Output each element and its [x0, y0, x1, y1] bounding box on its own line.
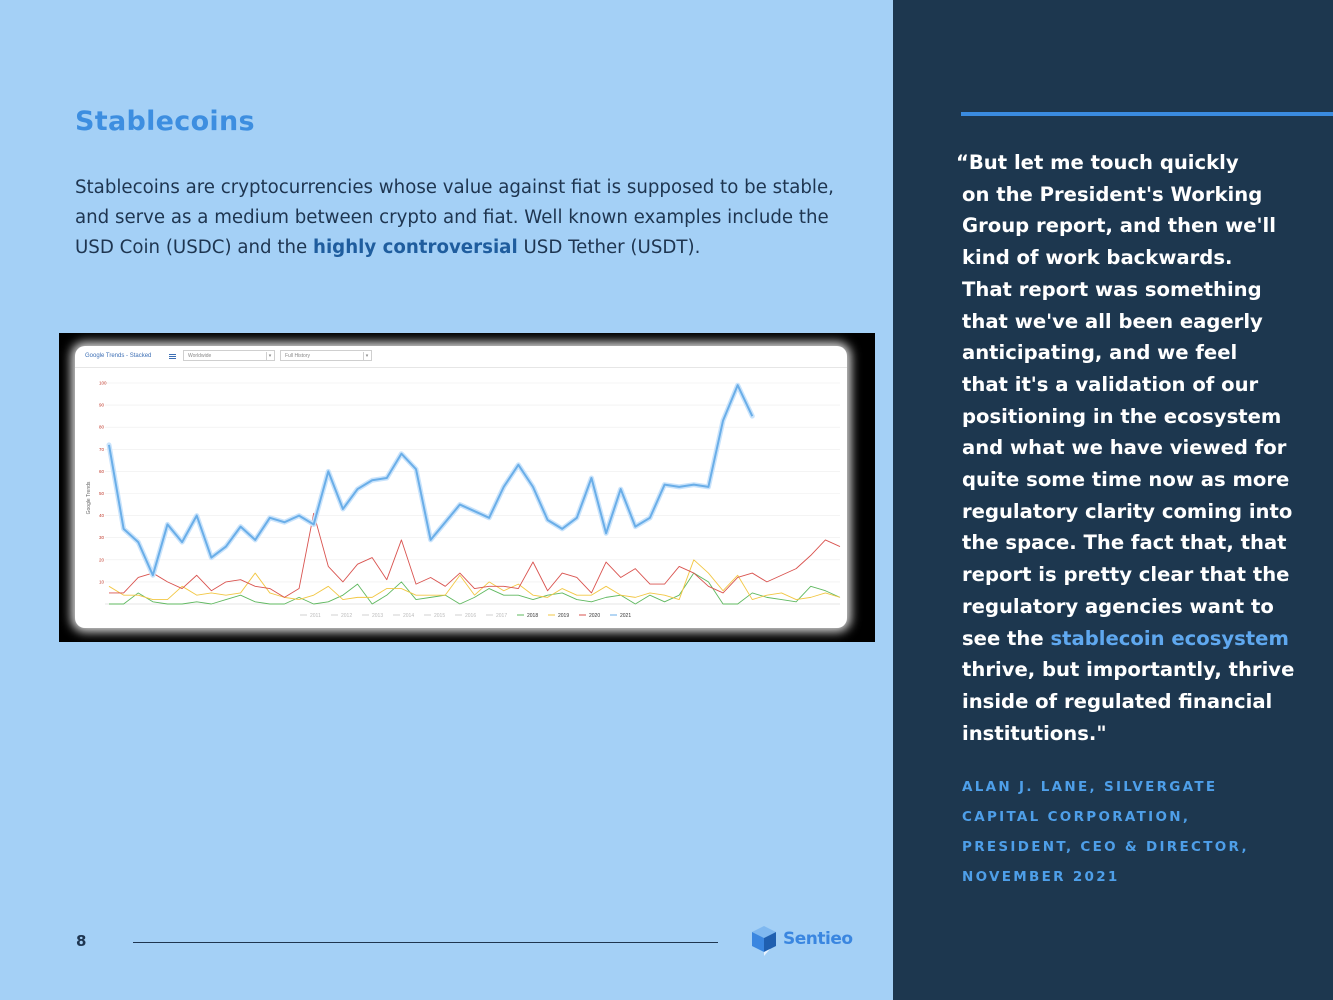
- quote-line: “But let me touch quickly: [956, 151, 1239, 174]
- quote-block: [956, 147, 1295, 749]
- legend-label-2011: 2011: [310, 613, 321, 619]
- quote-line: on the President's Working: [962, 182, 1263, 206]
- chart-card-title: Google Trends - Stacked: [85, 353, 152, 359]
- y-tick-label: 40: [99, 513, 105, 519]
- trends-line-chart: [75, 346, 847, 628]
- attribution-line: PRESIDENT, CEO & DIRECTOR,: [962, 839, 1249, 855]
- intro-text-1: Stablecoins are cryptocurrencies whose value against fiat is supposed to be stable, and serve as a medium between crypto and fiat. Well known examples include the USD Coin (USDC) and the: [75, 177, 834, 258]
- chevron-down-icon: ▾: [266, 352, 273, 360]
- page-number: 8: [76, 932, 87, 950]
- sentieo-logo: [750, 924, 860, 958]
- quote-line: that it's a validation of our: [962, 372, 1259, 396]
- y-tick-label: 60: [99, 468, 105, 474]
- chevron-down-icon: ▾: [363, 352, 370, 360]
- y-tick-label: 80: [99, 424, 105, 430]
- quote-line: kind of work backwards.: [962, 246, 1233, 270]
- series-line-2021-glow: [109, 385, 752, 575]
- quote-line: inside of regulated financial: [962, 689, 1273, 713]
- quote-line: regulatory agencies want to: [962, 594, 1274, 618]
- logo-text: Sentieo: [783, 929, 853, 949]
- quote-line: quite some time now as more: [962, 468, 1290, 492]
- y-tick-label: 50: [99, 491, 105, 496]
- legend-label-2016: 2016: [465, 613, 477, 619]
- legend-label-2014: 2014: [403, 613, 415, 619]
- y-tick-label: 90: [99, 402, 105, 408]
- attribution-line: NOVEMBER 2021: [962, 869, 1120, 885]
- quote-line: That report was something: [962, 277, 1262, 301]
- quote-line: anticipating, and we feel: [962, 341, 1238, 365]
- legend-label-2013: 2013: [372, 613, 384, 619]
- legend-label-2020: 2020: [589, 613, 601, 619]
- quote-line: regulatory clarity coming into: [962, 499, 1293, 523]
- footer-divider: [133, 942, 718, 943]
- intro-text-2: USD Tether (USDT).: [517, 237, 701, 258]
- attribution-line: ALAN J. LANE, SILVERGATE: [962, 779, 1218, 795]
- legend-label-2017: 2017: [496, 613, 508, 619]
- quote-line: the space. The fact that, that: [962, 531, 1287, 555]
- quote-line: Group report, and then we'll: [962, 214, 1276, 238]
- quote-line: positioning in the ecosystem: [962, 404, 1282, 428]
- quote-line: thrive, but importantly, thrive: [962, 658, 1295, 682]
- legend-label-2015: 2015: [434, 613, 446, 619]
- page-title: Stablecoins: [75, 106, 255, 137]
- chart-screenshot-frame: [59, 333, 875, 642]
- y-tick-label: 70: [99, 446, 105, 452]
- series-line-2020: [109, 513, 840, 597]
- quote-line-prefix: see the: [962, 626, 1051, 650]
- legend-label-2019: 2019: [558, 613, 570, 619]
- period-value: Full History: [285, 353, 311, 359]
- y-tick-label: 10: [99, 579, 105, 585]
- region-value: Worldwide: [188, 353, 212, 359]
- quote-line: report is pretty clear that the: [962, 563, 1290, 587]
- series-line-2019: [109, 560, 840, 600]
- intro-paragraph: [75, 173, 835, 263]
- google-trends-card: [75, 346, 847, 628]
- y-tick-label: 30: [99, 535, 105, 541]
- legend-label-2018: 2018: [527, 613, 539, 619]
- y-axis-label: Google Trends: [86, 481, 92, 515]
- intro-highlight: highly controversial: [313, 237, 518, 258]
- logo-mark-icon: [750, 924, 780, 958]
- quote-highlight: stablecoin ecosystem: [1050, 626, 1289, 650]
- y-tick-label: 100: [99, 380, 107, 386]
- quote-line: that we've all been eagerly: [962, 309, 1263, 333]
- quote-line: and what we have viewed for: [962, 436, 1287, 460]
- quote-line: [956, 623, 1289, 655]
- quote-line: institutions.": [962, 721, 1107, 745]
- quote-accent-rule: [961, 112, 1333, 116]
- legend-label-2021: 2021: [620, 613, 632, 619]
- attribution-line: CAPITAL CORPORATION,: [962, 809, 1191, 825]
- quote-attribution: [962, 772, 1282, 892]
- y-tick-label: 20: [99, 557, 105, 563]
- legend-label-2012: 2012: [341, 613, 353, 619]
